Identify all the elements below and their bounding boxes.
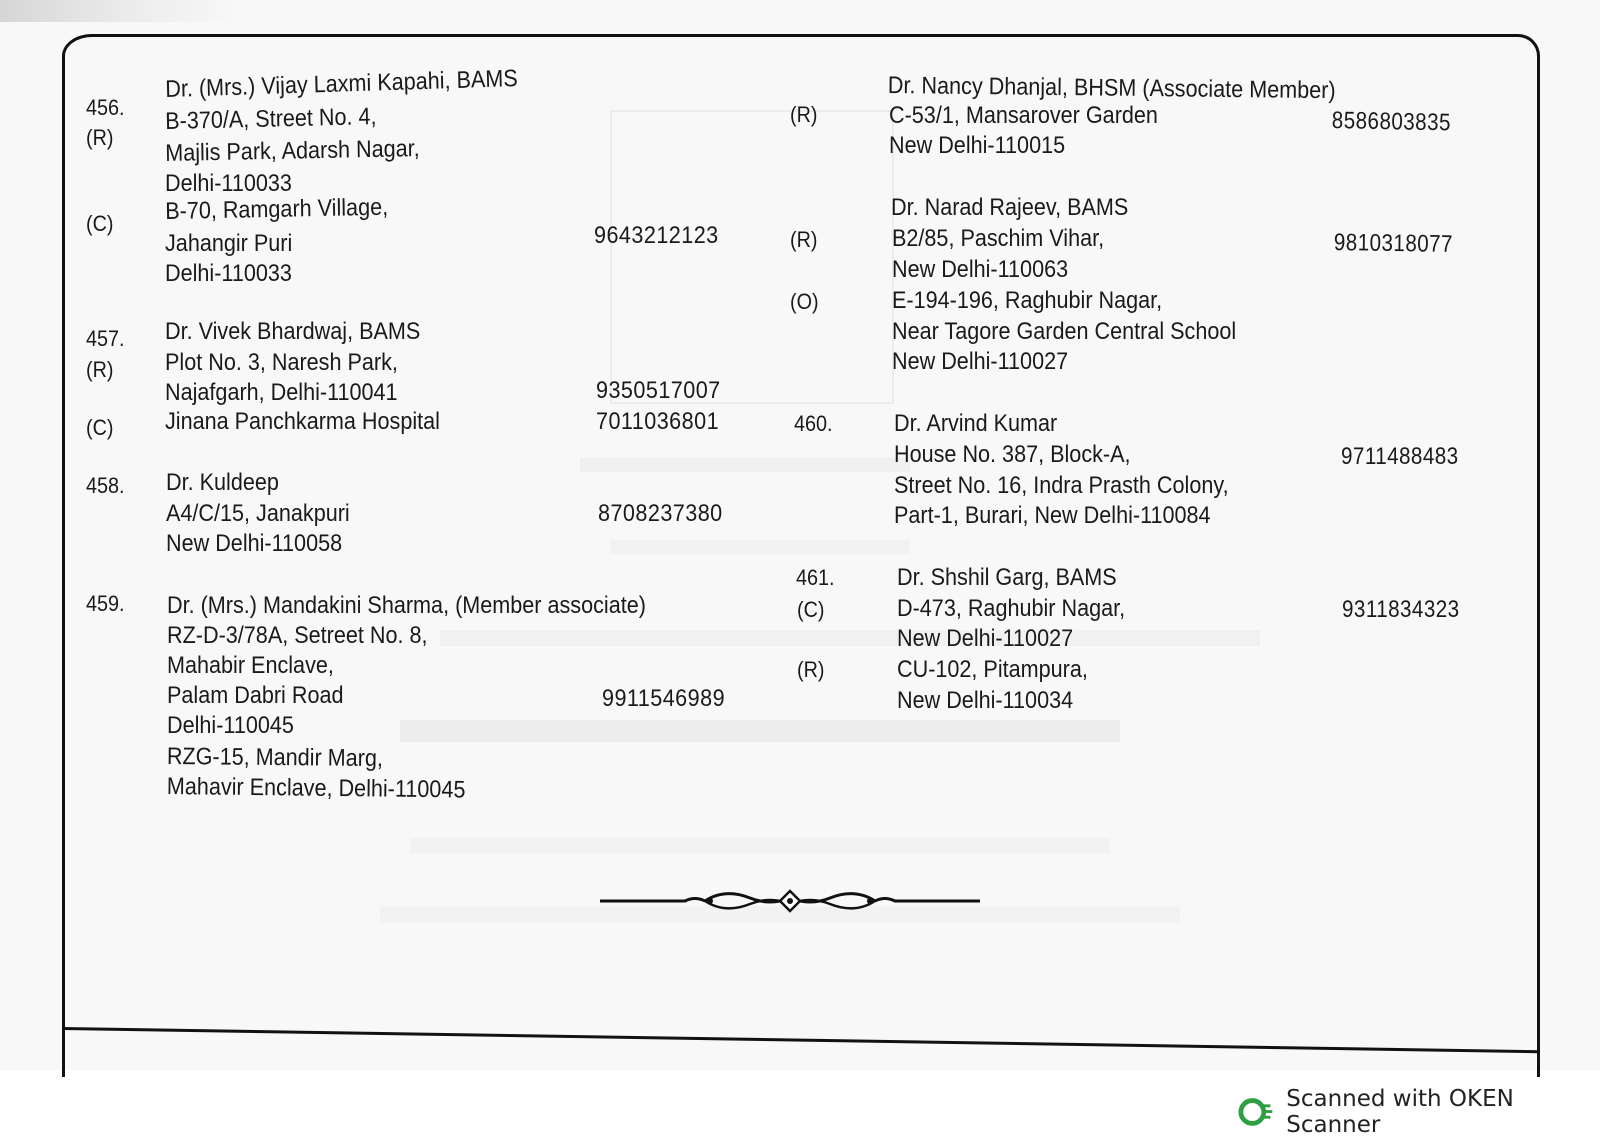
member-name: Dr. (Mrs.) Mandakini Sharma, (Member associate) — [167, 592, 646, 619]
phone-number: 9711488483 — [1341, 443, 1459, 470]
address-line: Mahavir Enclave, Delhi-110045 — [166, 773, 466, 804]
member-name: Dr. Nancy Dhanjal, BHSM (Associate Member) — [887, 72, 1336, 105]
residence-tag: (R) — [790, 102, 818, 127]
bleed-through-line — [580, 458, 910, 472]
oken-scanner-logo-icon — [1238, 1096, 1274, 1128]
bleed-through-line — [400, 720, 1120, 742]
address-line: Plot No. 3, Naresh Park, — [165, 349, 398, 376]
clinic-tag: (C) — [86, 211, 114, 236]
member-name: Dr. Narad Rajeev, BAMS — [891, 194, 1129, 221]
address-line: Delhi-110033 — [165, 170, 292, 197]
address-line: Mahabir Enclave, — [167, 652, 334, 679]
bleed-through-line — [440, 630, 1260, 646]
address-line: CU-102, Pitampura, — [897, 656, 1088, 683]
address-line: New Delhi-110027 — [897, 625, 1074, 652]
member-name: Dr. Shshil Garg, BAMS — [897, 564, 1117, 591]
address-line: New Delhi-110027 — [892, 348, 1069, 375]
address-line: Near Tagore Garden Central School — [892, 318, 1237, 345]
address-line: D-473, Raghubir Nagar, — [897, 595, 1126, 622]
address-line: New Delhi-110015 — [889, 132, 1066, 159]
page-corner-shadow — [0, 0, 240, 22]
address-line: Jinana Panchkarma Hospital — [165, 408, 440, 435]
member-name: Dr. (Mrs.) Vijay Laxmi Kapahi, BAMS — [165, 65, 519, 103]
entry-number: 457. — [86, 326, 125, 351]
phone-number: 9643212123 — [594, 222, 719, 249]
address-line: RZ-D-3/78A, Setreet No. 8, — [167, 622, 428, 649]
address-line: Palam Dabri Road — [167, 682, 344, 709]
address-line: B-70, Ramgarh Village, — [165, 193, 389, 225]
address-line: Delhi-110045 — [167, 712, 294, 739]
entry-number: 461. — [796, 565, 835, 590]
phone-number: 8708237380 — [598, 500, 723, 527]
entry-number: 458. — [86, 473, 125, 498]
bleed-through-box — [610, 110, 894, 404]
address-line: Part-1, Burari, New Delhi-110084 — [894, 502, 1211, 529]
member-name: Dr. Arvind Kumar — [894, 410, 1058, 437]
phone-number: 9311834323 — [1342, 596, 1460, 623]
address-line: House No. 387, Block-A, — [894, 441, 1131, 468]
phone-number: 9350517007 — [596, 377, 721, 404]
residence-tag: (R) — [797, 657, 825, 682]
bleed-through-line — [610, 540, 910, 554]
residence-tag: (R) — [86, 125, 114, 150]
address-line: New Delhi-110034 — [897, 687, 1074, 714]
phone-number: 7011036801 — [596, 408, 720, 435]
address-line: Najafgarh, Delhi-110041 — [165, 379, 398, 406]
address-line: B2/85, Paschim Vihar, — [892, 225, 1105, 252]
phone-number: 8586803835 — [1331, 107, 1452, 137]
address-line: Street No. 16, Indra Prasth Colony, — [894, 472, 1229, 499]
address-line: New Delhi-110063 — [892, 256, 1069, 283]
clinic-tag: (C) — [86, 415, 114, 440]
entry-number: 460. — [794, 411, 833, 436]
address-line: Delhi-110033 — [165, 260, 292, 287]
address-line: RZG-15, Mandir Marg, — [166, 743, 384, 773]
residence-tag: (R) — [86, 357, 114, 382]
phone-number: 9911546989 — [602, 685, 726, 712]
office-tag: (O) — [790, 289, 819, 314]
entry-number: 459. — [86, 591, 125, 616]
ornament-divider — [600, 886, 980, 916]
address-line: New Delhi-110058 — [166, 530, 343, 557]
scanner-label: Scanned with OKEN Scanner — [1286, 1086, 1514, 1138]
address-line: B-370/A, Street No. 4, — [165, 103, 377, 135]
address-line: E-194-196, Raghubir Nagar, — [892, 287, 1163, 314]
scanner-watermark — [1238, 1086, 1600, 1138]
member-name: Dr. Vivek Bhardwaj, BAMS — [165, 318, 421, 345]
address-line: A4/C/15, Janakpuri — [166, 500, 350, 527]
clinic-tag: (C) — [797, 597, 825, 622]
residence-tag: (R) — [790, 227, 818, 252]
address-line: Jahangir Puri — [165, 230, 293, 257]
entry-number: 456. — [86, 95, 125, 120]
bleed-through-line — [410, 838, 1110, 854]
member-name: Dr. Kuldeep — [166, 469, 279, 496]
phone-number: 9810318077 — [1333, 229, 1454, 258]
address-line: Majlis Park, Adarsh Nagar, — [165, 135, 420, 167]
address-line: C-53/1, Mansarover Garden — [889, 102, 1158, 129]
